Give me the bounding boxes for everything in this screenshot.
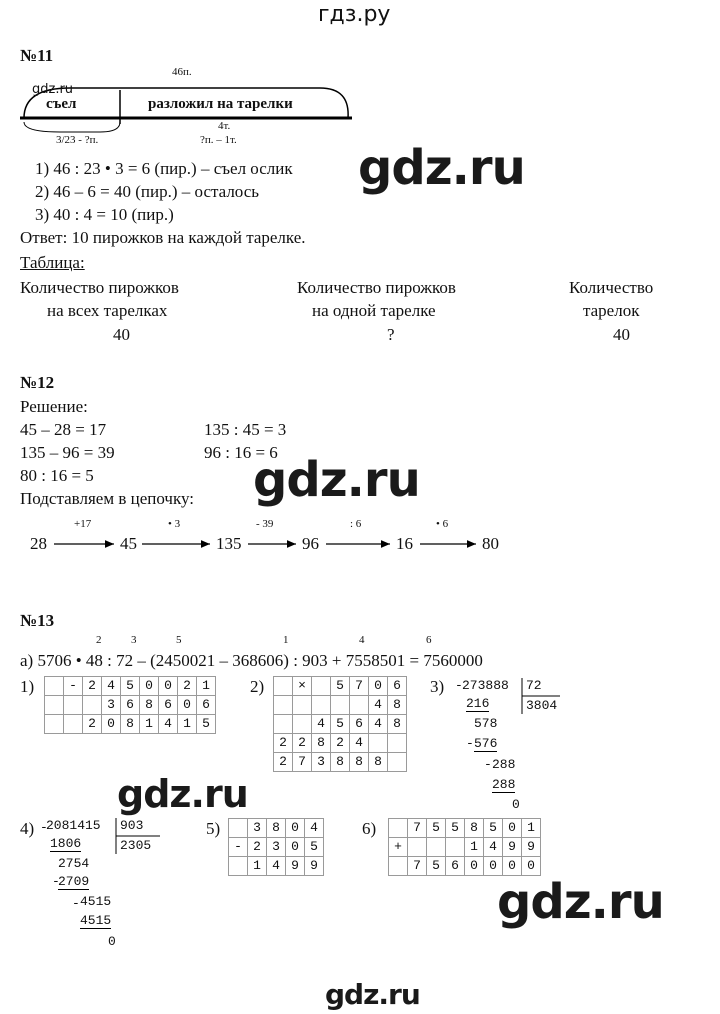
grid-cell: 7 — [350, 677, 369, 696]
grid-cell: 7 — [408, 819, 427, 838]
division-step: 288 — [492, 757, 516, 772]
grid-cell — [64, 715, 83, 734]
grid-cell: 5 — [427, 857, 446, 876]
grid-cell: 9 — [305, 857, 324, 876]
division-step: 0 — [512, 797, 520, 812]
grid-cell: 8 — [369, 753, 388, 772]
calc-2-grid — [273, 676, 407, 772]
grid-cell — [45, 677, 64, 696]
table-header-2b: на одной тарелке — [312, 301, 436, 320]
watermark: gdz.ru — [325, 978, 420, 1011]
grid-cell: 6 — [350, 715, 369, 734]
task-13-number: №13 — [20, 611, 55, 630]
chain-value: 96 — [302, 534, 319, 553]
task-11-step-1: 1) 46 : 23 • 3 = 6 (пир.) – съел ослик — [35, 159, 293, 178]
calc-label-4: 4) — [20, 819, 35, 838]
diagram-under-plates-each: ?п. – 1т. — [200, 134, 237, 146]
task-11-number: №11 — [20, 46, 54, 65]
grid-cell: 2 — [331, 734, 350, 753]
chain-value: 16 — [396, 534, 413, 553]
grid-cell: 5 — [446, 819, 465, 838]
grid-cell: 2 — [274, 753, 293, 772]
task-12-chain-title: Подставляем в цепочку: — [20, 489, 194, 508]
table-header-1b: на всех тарелках — [47, 301, 168, 320]
calc-label-6: 6) — [362, 819, 377, 838]
grid-cell: 1 — [140, 715, 159, 734]
grid-cell: 4 — [312, 715, 331, 734]
chain-op: - 39 — [256, 518, 274, 530]
grid-cell: 5 — [331, 677, 350, 696]
task-13-expression: а) 5706 • 48 : 72 – (2450021 – 368606) : 903 + 7558501 = 7560000 — [20, 651, 483, 670]
diagram-under-plates-count: 4т. — [218, 120, 231, 132]
grid-cell: 8 — [388, 715, 407, 734]
grid-cell — [388, 734, 407, 753]
grid-cell: 2 — [83, 677, 102, 696]
table-value-3: 40 — [613, 325, 630, 344]
grid-cell — [293, 696, 312, 715]
grid-cell — [389, 819, 408, 838]
chain-value: 135 — [216, 534, 242, 553]
watermark: gdz.ru — [497, 874, 664, 930]
grid-cell: 5 — [121, 677, 140, 696]
chain-op: : 6 — [350, 518, 362, 530]
grid-cell — [427, 838, 446, 857]
chain-op: • 3 — [168, 518, 181, 530]
divisor: 903 — [120, 818, 144, 833]
grid-cell — [274, 696, 293, 715]
grid-cell — [312, 696, 331, 715]
grid-cell: 0 — [465, 857, 484, 876]
task-12-number: №12 — [20, 373, 55, 392]
calc-label-1: 1) — [20, 677, 35, 696]
grid-cell: 8 — [350, 753, 369, 772]
chain-value: 80 — [482, 534, 499, 553]
grid-cell — [45, 696, 64, 715]
grid-cell: 1 — [197, 677, 216, 696]
chain-op: +17 — [74, 518, 92, 530]
grid-cell — [45, 715, 64, 734]
grid-cell: 7 — [408, 857, 427, 876]
table-header-3a: Количество — [569, 278, 654, 297]
table-value-1: 40 — [113, 325, 130, 344]
grid-cell: 9 — [503, 838, 522, 857]
task-12-left-1: 45 – 28 = 17 — [20, 420, 107, 439]
chain-value: 28 — [30, 534, 47, 553]
grid-cell: 2 — [178, 677, 197, 696]
chain-op: • 6 — [436, 518, 449, 530]
task-12-right-1: 135 : 45 = 3 — [204, 420, 287, 439]
grid-cell: 1 — [178, 715, 197, 734]
order-mark: 5 — [176, 634, 182, 646]
order-mark: 1 — [283, 634, 289, 646]
grid-cell — [312, 677, 331, 696]
grid-cell — [446, 838, 465, 857]
chain-value: 45 — [120, 534, 137, 553]
grid-cell — [331, 696, 350, 715]
task-12-left-3: 80 : 16 = 5 — [20, 466, 94, 485]
table-value-2: ? — [387, 325, 395, 344]
grid-cell: 2 — [248, 838, 267, 857]
grid-cell — [64, 696, 83, 715]
grid-cell: 6 — [197, 696, 216, 715]
grid-cell: 8 — [331, 753, 350, 772]
task-12-solution: Решение: — [20, 397, 88, 416]
grid-cell: 2 — [274, 734, 293, 753]
grid-cell: 1 — [522, 819, 541, 838]
grid-cell: 4 — [267, 857, 286, 876]
grid-cell: 0 — [369, 677, 388, 696]
grid-cell — [350, 696, 369, 715]
grid-cell: 4 — [369, 696, 388, 715]
grid-cell: 5 — [427, 819, 446, 838]
dividend: 2081415 — [46, 818, 101, 833]
grid-cell: - — [229, 838, 248, 857]
division-step: 4515 — [80, 894, 112, 909]
grid-cell: 0 — [503, 857, 522, 876]
grid-cell: 4 — [102, 677, 121, 696]
grid-cell — [388, 753, 407, 772]
grid-cell: 1 — [248, 857, 267, 876]
order-mark: 4 — [359, 634, 365, 646]
grid-cell: 2 — [83, 715, 102, 734]
grid-cell: + — [389, 838, 408, 857]
quotient: 2305 — [120, 838, 152, 853]
table-header-2a: Количество пирожков — [297, 278, 456, 297]
grid-cell: × — [293, 677, 312, 696]
division-step: 2754 — [58, 856, 90, 871]
grid-cell: - — [64, 677, 83, 696]
grid-cell — [369, 734, 388, 753]
grid-cell — [229, 819, 248, 838]
calc-1-grid — [44, 676, 216, 734]
grid-cell — [293, 715, 312, 734]
task-11-step-3: 3) 40 : 4 = 10 (пир.) — [35, 205, 174, 224]
calc-label-5: 5) — [206, 819, 221, 838]
grid-cell: 8 — [140, 696, 159, 715]
chain-arrows — [0, 534, 520, 554]
watermark: gdz.ru — [358, 140, 525, 196]
grid-cell — [389, 857, 408, 876]
grid-cell: 0 — [178, 696, 197, 715]
grid-cell — [83, 696, 102, 715]
grid-cell: 8 — [312, 734, 331, 753]
division-step: 576 — [474, 736, 498, 751]
divisor: 72 — [526, 678, 542, 693]
grid-cell: 4 — [369, 715, 388, 734]
diagram-watermark: gdz.ru — [32, 82, 74, 97]
grid-cell: 9 — [286, 857, 305, 876]
order-mark: 6 — [426, 634, 432, 646]
grid-cell: 6 — [159, 696, 178, 715]
grid-cell: 6 — [446, 857, 465, 876]
grid-cell: 3 — [267, 838, 286, 857]
grid-cell: 8 — [388, 696, 407, 715]
table-header-3b: тарелок — [583, 301, 640, 320]
grid-cell: 0 — [140, 677, 159, 696]
grid-cell: 0 — [286, 838, 305, 857]
grid-cell: 4 — [159, 715, 178, 734]
grid-cell: 3 — [248, 819, 267, 838]
grid-cell: 0 — [286, 819, 305, 838]
calc-label-2: 2) — [250, 677, 265, 696]
grid-cell: 7 — [293, 753, 312, 772]
grid-cell: 5 — [305, 838, 324, 857]
grid-cell: 0 — [503, 819, 522, 838]
watermark: gdz.ru — [117, 772, 248, 816]
diagram-seg-plates: разложил на тарелки — [148, 96, 293, 112]
task-11-table-title: Таблица: — [20, 253, 85, 272]
site-header: гдз.ру — [318, 2, 391, 27]
grid-cell — [274, 677, 293, 696]
grid-cell: 8 — [121, 715, 140, 734]
grid-cell: 5 — [197, 715, 216, 734]
task-12-right-2: 96 : 16 = 6 — [204, 443, 278, 462]
task-11-answer: Ответ: 10 пирожков на каждой тарелке. — [20, 228, 306, 247]
table-header-1a: Количество пирожков — [20, 278, 179, 297]
watermark: gdz.ru — [253, 452, 420, 508]
calc-5-grid — [228, 818, 324, 876]
division-step: 2709 — [58, 874, 90, 889]
division-step: 1806 — [50, 836, 82, 851]
division-step: 288 — [492, 777, 516, 792]
grid-cell: 8 — [465, 819, 484, 838]
grid-cell: 4 — [305, 819, 324, 838]
grid-cell: 0 — [159, 677, 178, 696]
calc-6-grid — [388, 818, 541, 876]
diagram-seg-eaten: съел — [46, 96, 77, 112]
order-mark: 3 — [131, 634, 137, 646]
grid-cell: 8 — [267, 819, 286, 838]
grid-cell: 2 — [293, 734, 312, 753]
grid-cell: 4 — [484, 838, 503, 857]
grid-cell: 6 — [388, 677, 407, 696]
grid-cell: 3 — [102, 696, 121, 715]
calc-label-3: 3) — [430, 677, 445, 696]
task-11-step-2: 2) 46 – 6 = 40 (пир.) – осталось — [35, 182, 260, 201]
grid-cell: 6 — [121, 696, 140, 715]
grid-cell — [274, 715, 293, 734]
division-step: 4515 — [80, 913, 112, 928]
grid-cell: 5 — [331, 715, 350, 734]
division-step: 578 — [474, 716, 498, 731]
division-step: 0 — [108, 934, 116, 949]
diagram-under-eaten: 3/23 - ?п. — [56, 134, 99, 146]
dividend: 273888 — [462, 678, 509, 693]
division-step: 216 — [466, 696, 490, 711]
diagram-total-label: 46п. — [172, 66, 192, 78]
grid-cell: 4 — [350, 734, 369, 753]
quotient: 3804 — [526, 698, 558, 713]
grid-cell: 1 — [465, 838, 484, 857]
grid-cell — [229, 857, 248, 876]
order-mark: 2 — [96, 634, 102, 646]
grid-cell — [408, 838, 427, 857]
grid-cell: 0 — [522, 857, 541, 876]
grid-cell: 0 — [102, 715, 121, 734]
grid-cell: 9 — [522, 838, 541, 857]
task-12-left-2: 135 – 96 = 39 — [20, 443, 115, 462]
grid-cell: 0 — [484, 857, 503, 876]
grid-cell: 3 — [312, 753, 331, 772]
grid-cell: 5 — [484, 819, 503, 838]
